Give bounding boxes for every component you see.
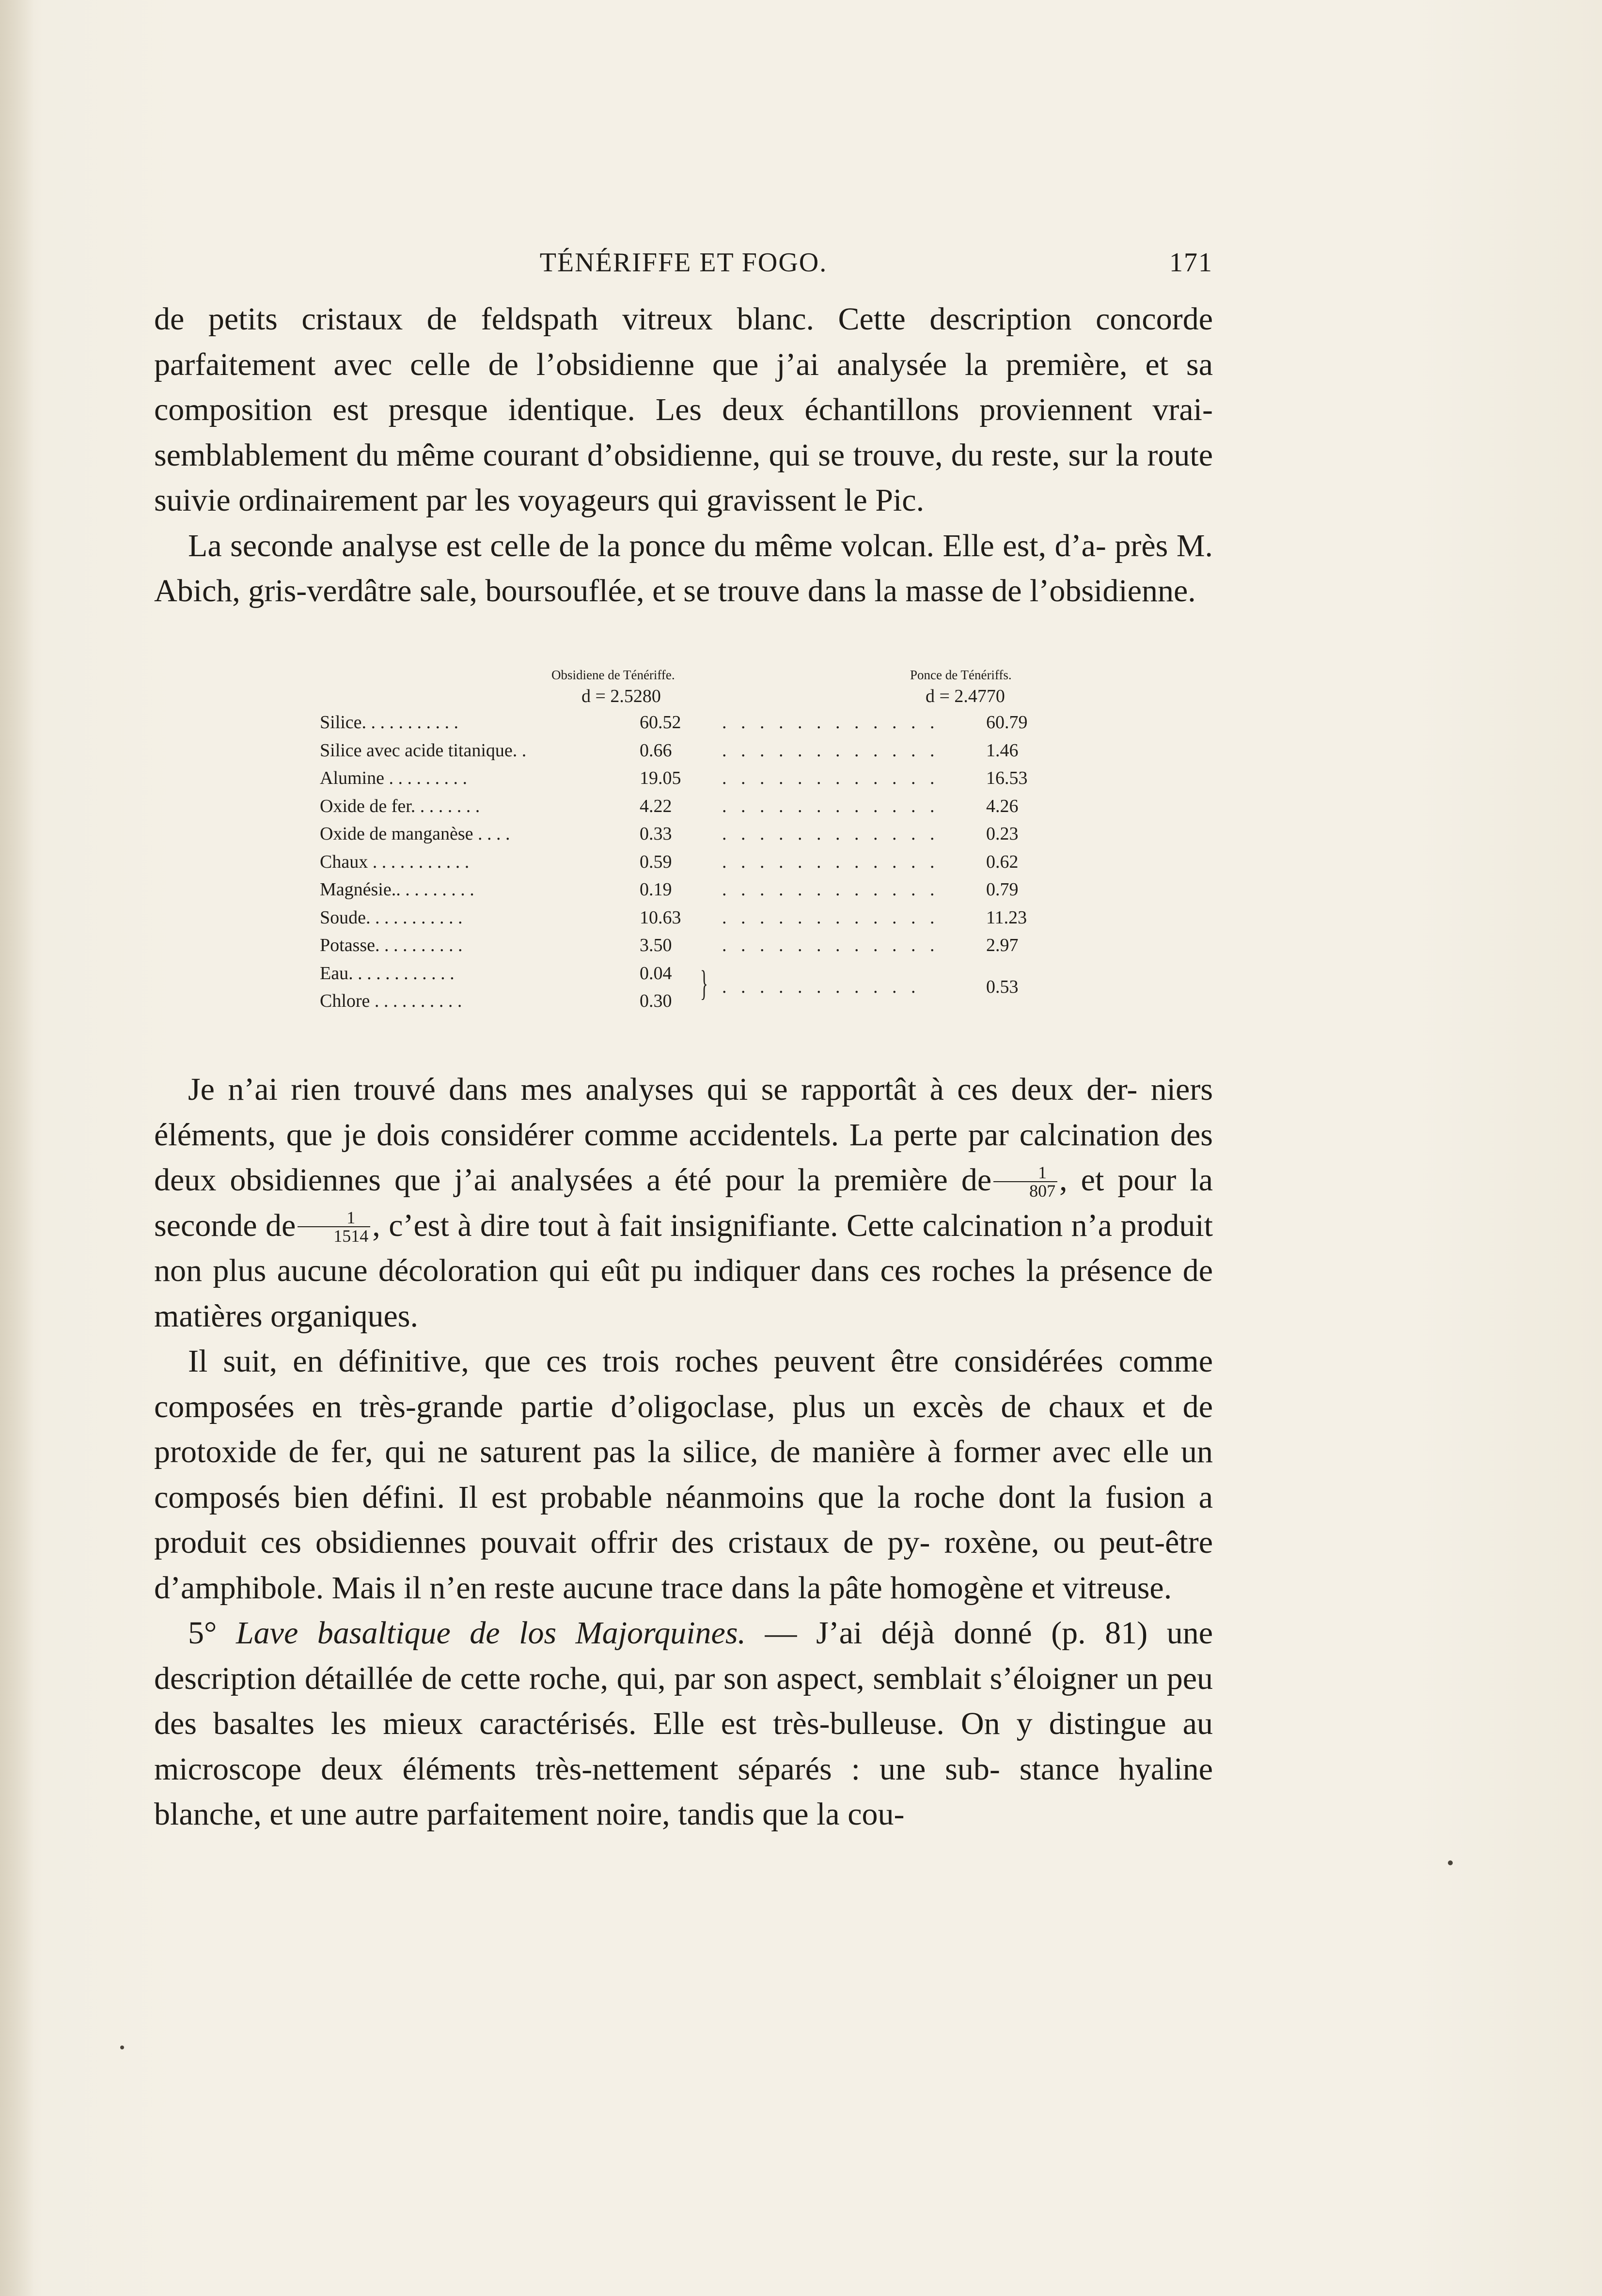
value-pumice: 60.79: [986, 712, 1028, 733]
paragraph-conclusion: [154, 1339, 1213, 1610]
value-pumice: 1.46: [986, 740, 1019, 761]
table-row: [320, 932, 1056, 960]
binding-shadow: [0, 0, 34, 2296]
row-label: Chaux . . . . . . . . . . .: [320, 851, 470, 872]
running-header: [154, 247, 1213, 286]
brace-symbol: }: [700, 963, 708, 1003]
text-line: parfaitement avec celle de l’obsidienne que j’ai analysée la première, et sa: [154, 346, 1213, 382]
value-obsidian: 0.66: [640, 740, 672, 761]
leader-dots: . . . . . . . . . . . .: [722, 935, 940, 955]
text-line: niers éléments, que je dois considérer comme accidentels. La perte par: [154, 1072, 1213, 1153]
text-line: de: [961, 1162, 992, 1198]
text-line: Il suit, en définitive, que ces trois roches peuvent être considérées: [188, 1343, 1103, 1379]
leader-dots: . . . . . . . . . . .: [722, 976, 921, 997]
leader-dots: . . . . . . . . . . . .: [722, 851, 940, 872]
value-pumice: 11.23: [986, 907, 1027, 928]
value-pumice: 0.62: [986, 851, 1019, 872]
value-obsidian: 3.50: [640, 935, 672, 955]
section-title: Lave basaltique de los Majorquines.: [236, 1615, 746, 1651]
row-label: Chlore . . . . . . . . . .: [320, 991, 462, 1011]
table-body: [320, 709, 1056, 960]
text-line: roxène, ou peut-être d’amphibole. Mais il n’en reste aucune trace dans la: [154, 1525, 1213, 1606]
leader-dots: . . . . . . . . . . . .: [722, 824, 940, 844]
value-obsidian: 60.52: [640, 712, 681, 733]
column-header-obsidian: Obsidiene de Ténériffe.: [551, 668, 675, 682]
leader-dots: . . . . . . . . . . . .: [722, 712, 940, 733]
fraction-numerator: 1: [993, 1164, 1057, 1182]
leader-dots: . . . . . . . . . . . .: [722, 907, 940, 928]
density-pumice: d = 2.4770: [926, 686, 1005, 706]
running-title: TÉNÉRIFFE ET FOGO.: [539, 248, 828, 278]
leader-dots: . . . . . . . . . . . .: [722, 740, 940, 761]
value-pumice: 0.79: [986, 879, 1019, 900]
value-pumice: 4.26: [986, 796, 1019, 816]
text-line: un peu des basaltes les mieux caractérisés. Elle est très-bulleuse. On y: [154, 1660, 1213, 1741]
text-line: avec elle un composés bien défini. Il est probable néanmoins que la roche: [154, 1434, 1213, 1515]
text-line: semblablement du même courant d’obsidienne, qui se trouve, du reste,: [154, 437, 1060, 473]
density-obsidian: d = 2.5280: [581, 686, 661, 706]
table-row: [320, 848, 1056, 876]
fraction-denominator: 1514: [333, 1226, 369, 1246]
paragraph-basalt: [154, 1610, 1213, 1837]
value-pumice: 2.97: [986, 935, 1019, 955]
table-row: [320, 820, 1056, 848]
text-line: distingue au microscope deux éléments très-nettement séparés : une sub-: [154, 1706, 1213, 1787]
leader-dots: . . . . . . . . . . . .: [722, 879, 940, 900]
table-header: [320, 661, 1056, 681]
text-line: sur la route suivie ordinairement par les voyageurs qui gravissent le Pic.: [154, 437, 1213, 518]
fraction-second: [298, 1209, 370, 1245]
text-line: La seconde analyse est celle de la ponce du même volcan. Elle est, d’a-: [188, 528, 1106, 563]
text-line: près M. Abich, gris-verdâtre sale, boursouflée, et se trouve dans la masse: [154, 528, 1213, 609]
text-line: calcination n’a produit non plus aucune décoloration qui eût pu indiquer: [154, 1207, 1213, 1288]
value-obsidian: 19.05: [640, 768, 681, 788]
text-line: Je n’ai rien trouvé dans mes analyses qui se rapportât à ces deux der-: [188, 1072, 1138, 1107]
paragraph-calcination: [154, 1067, 1213, 1339]
table-row: [320, 709, 1056, 737]
row-label: Silice avec acide titanique. .: [320, 740, 527, 761]
fraction-first: [993, 1164, 1057, 1200]
text-line: , et pour la seconde de: [154, 1162, 1213, 1243]
paragraph-continuation: [154, 297, 1213, 523]
text-line: calcination des deux obsidiennes que j’ai analysées a été pour la première: [154, 1117, 1213, 1198]
leader-dots: . . . . . . . . . . . .: [722, 796, 940, 816]
value-pumice-merged: 0.53: [986, 976, 1019, 997]
fraction-numerator: 1: [298, 1209, 370, 1227]
text-line: pâte homogène et vitreuse.: [829, 1570, 1172, 1606]
section-number: 5°: [188, 1615, 217, 1651]
fraction-denominator: 807: [1029, 1181, 1056, 1201]
text-line: , c’est à dire tout à fait insignifiante. Cette: [372, 1207, 914, 1243]
paragraph-pumice: [154, 523, 1213, 614]
value-pumice: 16.53: [986, 768, 1028, 788]
text-line: de l’obsidienne.: [991, 573, 1196, 609]
value-obsidian: 0.59: [640, 851, 672, 872]
table-row: [320, 793, 1056, 821]
text-line: et de protoxide de fer, qui ne saturent pas la silice, de manière à former: [154, 1389, 1213, 1469]
value-obsidian: 0.04: [640, 963, 672, 984]
row-label: Oxide de manganèse . . . .: [320, 824, 510, 844]
text-block-bottom: [154, 1067, 1213, 1837]
text-line: dans ces roches la présence de matières organiques.: [154, 1253, 1213, 1334]
text-line: de petits cristaux de feldspath vitreux blanc. Cette description concorde: [154, 301, 1213, 337]
row-label: Eau. . . . . . . . . . . .: [320, 963, 455, 984]
row-label: Alumine . . . . . . . . .: [320, 768, 467, 788]
page-number: 171: [1169, 248, 1213, 278]
row-label: Soude. . . . . . . . . . .: [320, 907, 463, 928]
text-line: stance hyaline blanche, et une autre parfaitement noire, tandis que la cou-: [154, 1751, 1213, 1832]
column-header-pumice: Ponce de Ténériffs.: [910, 668, 1012, 682]
table-row: [320, 737, 1056, 765]
row-label: Magnésie.. . . . . . . . .: [320, 879, 474, 900]
text-line: dont la fusion a produit ces obsidiennes pouvait offrir des cristaux de py-: [154, 1479, 1213, 1560]
text-line: comme composées en très-grande partie d’oligoclase, plus un excès de chaux: [154, 1343, 1213, 1424]
analysis-table: [320, 661, 1056, 1015]
table-row: [320, 876, 1056, 904]
row-label: Potasse. . . . . . . . . .: [320, 935, 463, 955]
value-obsidian: 0.19: [640, 879, 672, 900]
stray-ink-dot: [1448, 1860, 1453, 1865]
density-row: [320, 681, 1056, 709]
text-block-top: [154, 297, 1213, 614]
value-obsidian: 4.22: [640, 796, 672, 816]
leader-dots: . . . . . . . . . . . .: [722, 768, 940, 788]
value-obsidian: 0.30: [640, 991, 672, 1011]
value-obsidian: 0.33: [640, 824, 672, 844]
value-pumice: 0.23: [986, 824, 1019, 844]
text-line: description détaillée de cette roche, qui, par son aspect, semblait s’éloigner: [154, 1660, 1118, 1696]
value-obsidian: 10.63: [640, 907, 681, 928]
table-row: [320, 765, 1056, 793]
row-label: Oxide de fer. . . . . . . .: [320, 796, 480, 816]
text-line: composition est presque identique. Les deux échantillons proviennent vrai-: [154, 392, 1213, 427]
stray-ink-dot: [120, 2046, 124, 2049]
table-row-chlore: [320, 987, 1056, 1015]
table-row: [320, 904, 1056, 932]
row-label: Silice. . . . . . . . . . .: [320, 712, 459, 733]
text-line: — J’ai déjà donné (p. 81) une: [746, 1615, 1213, 1651]
